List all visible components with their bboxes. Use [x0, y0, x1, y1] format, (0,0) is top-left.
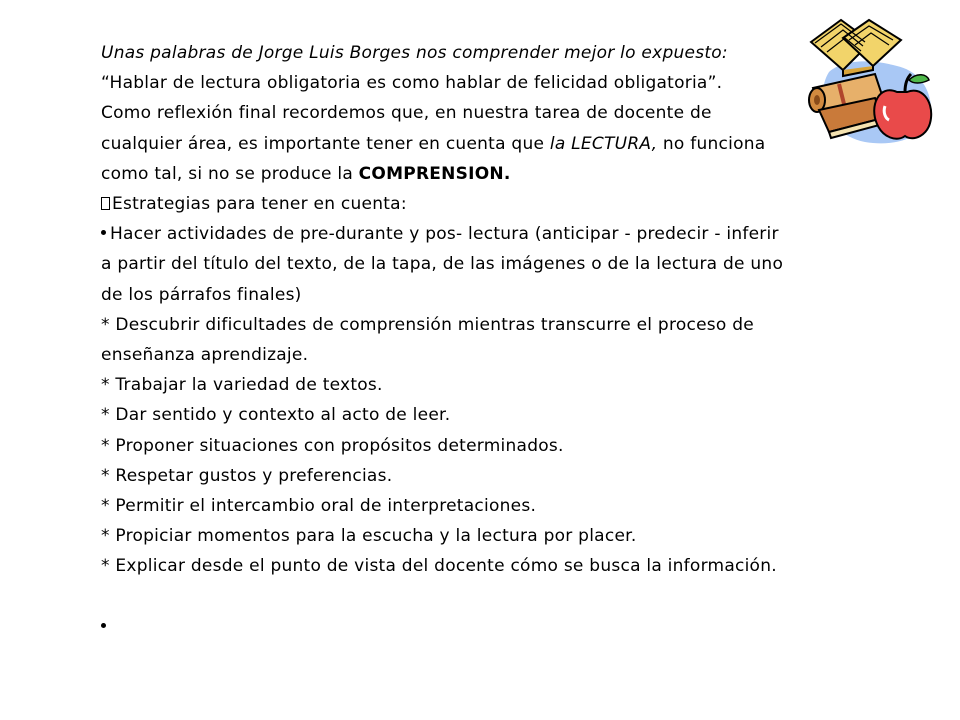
reflection-text: no funciona: [657, 133, 766, 154]
bullet-icon: [101, 623, 106, 628]
books-and-apple-clipart: [805, 14, 935, 149]
strategy-item: * Proponer situaciones con propósitos determinados.: [101, 435, 564, 456]
reflection-line-2: [101, 129, 891, 159]
empty-line: [101, 582, 891, 612]
strategy-item: * Dar sentido y contexto al acto de leer.: [101, 405, 451, 426]
bullet-icon: [101, 230, 106, 235]
reflection-text: como tal, si no se produce la: [101, 163, 359, 184]
strategy-item: enseñanza aprendizaje.: [101, 345, 309, 366]
strategy-item: * Explicar desde el punto de vista del docente cómo se busca la información.: [101, 556, 777, 577]
reflection-line-3: [101, 159, 891, 189]
comprension-bold: COMPRENSION.: [358, 163, 511, 184]
strategy-item: * Trabajar la variedad de textos.: [101, 375, 383, 396]
empty-bullet: [101, 612, 891, 642]
bullet-item-line-3: de los párrafos finales): [101, 284, 302, 305]
slide-body-text: [101, 38, 891, 642]
strategies-heading: [101, 189, 891, 219]
reflection-text: cualquier área, es importante tener en cuenta que: [101, 133, 550, 154]
borges-quote: “Hablar de lectura obligatoria es como hablar de felicidad obligatoria”.: [101, 73, 723, 94]
bullet-text: Hacer actividades de pre-durante y pos- lectura (anticipar - predecir - inferir: [110, 224, 779, 245]
reflection-emphasis: la LECTURA,: [549, 133, 658, 154]
missing-glyph-icon: [101, 197, 110, 210]
bullet-item-line-1: [101, 219, 891, 249]
strategy-item: * Respetar gustos y preferencias.: [101, 465, 393, 486]
strategy-item: * Descubrir dificultades de comprensión mientras transcurre el proceso de: [101, 314, 754, 335]
strategy-item: * Permitir el intercambio oral de interpretaciones.: [101, 496, 537, 517]
intro-quote-line: Unas palabras de Jorge Luis Borges nos comprender mejor lo expuesto:: [101, 43, 728, 63]
strategy-item: * Propiciar momentos para la escucha y la lectura por placer.: [101, 526, 637, 547]
reflection-line-1: Como reflexión final recordemos que, en nuestra tarea de docente de: [101, 103, 712, 124]
bullet-item-line-2: a partir del título del texto, de la tapa, de las imágenes o de la lectura de uno: [101, 254, 784, 275]
strategies-heading-text: Estrategias para tener en cuenta:: [112, 194, 407, 215]
